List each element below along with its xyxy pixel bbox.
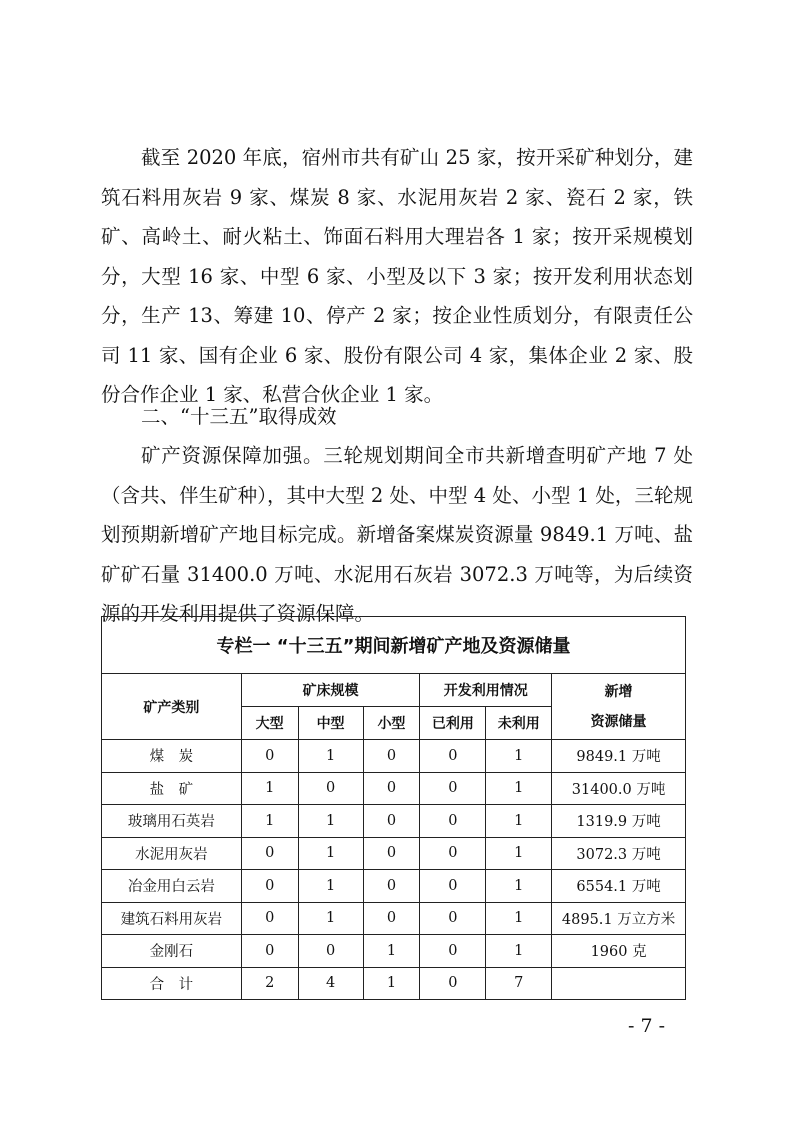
paragraph-text: 矿产资源保障加强。三轮规划期间全市共新增查明矿产地 7 处（含共、伴生矿种），其中大型 2 处、中型 4 处、小型 1 处，三轮规划预期新增矿产地目标完成。新增备案煤炭资源量 9849.1 万吨、盐矿矿石量 31400.0 万吨、水泥用石灰岩 3072.3 万吨等，为后续资源的开发利用提供了资源保障。 [101,444,693,625]
table-row [102,870,686,903]
cell-category: 冶金用白云岩 [102,870,242,903]
cell-medium: 1 [298,902,363,935]
cell-small: 0 [363,902,420,935]
cell-unused: 1 [486,902,552,935]
cell-used: 0 [420,870,486,903]
cell-large: 0 [241,740,298,773]
header-medium: 中型 [298,707,363,740]
cell-category: 金刚石 [102,935,242,968]
cell-used: 0 [420,837,486,870]
cell-category: 水泥用灰岩 [102,837,242,870]
cell-medium: 1 [298,740,363,773]
cell-small: 1 [363,967,420,1000]
table-row [102,772,686,805]
table-body [102,740,686,1000]
cell-unused: 1 [486,837,552,870]
cell-reserve: 1960 克 [552,935,686,968]
cell-medium: 0 [298,935,363,968]
header-category: 矿产类别 [102,674,242,740]
cell-used: 0 [420,902,486,935]
cell-unused: 1 [486,772,552,805]
cell-reserve: 1319.9 万吨 [552,805,686,838]
cell-medium: 1 [298,870,363,903]
cell-used: 0 [420,805,486,838]
header-unused: 未利用 [486,707,552,740]
cell-used: 0 [420,740,486,773]
table-title: 专栏一 “十三五”期间新增矿产地及资源储量 [102,617,686,674]
cell-large: 1 [241,805,298,838]
cell-reserve: 9849.1 万吨 [552,740,686,773]
paragraph-text: 截至 2020 年底，宿州市共有矿山 25 家，按开采矿种划分，建筑石料用灰岩 9 家、煤炭 8 家、水泥用灰岩 2 家、瓷石 2 家，铁矿、高岭土、耐火粘土、饰面石料用大理岩各 1 家；按开采规模划分，大型 16 家、中型 6 家、小型及以下 3 家；按开发利用状态划分，生产 13、筹建 10、停产 2 家；按企业性质划分，有限责任公司 11 家、国有企业 6 家、股份有限公司 4 家，集体企业 2 家、股份合作企业 1 家、私营合伙企业 1 家。 [101,146,693,406]
cell-large: 0 [241,870,298,903]
paragraph-mine-summary [101,138,693,415]
cell-small: 0 [363,870,420,903]
header-small: 小型 [363,707,420,740]
cell-large: 0 [241,902,298,935]
header-usage: 开发利用情况 [420,674,552,707]
cell-unused: 1 [486,740,552,773]
cell-medium: 0 [298,772,363,805]
table-row [102,967,686,1000]
cell-used: 0 [420,967,486,1000]
cell-category: 合 计 [102,967,242,1000]
table-row [102,935,686,968]
cell-unused: 7 [486,967,552,1000]
cell-reserve: 6554.1 万吨 [552,870,686,903]
header-reserve-line1: 新增 [604,683,633,700]
cell-medium: 4 [298,967,363,1000]
page-number: - 7 - [628,1015,666,1037]
paragraph-resource-security [101,436,693,634]
table-row [102,740,686,773]
cell-medium: 1 [298,837,363,870]
header-reserve [552,674,686,740]
cell-reserve: 3072.3 万吨 [552,837,686,870]
cell-small: 0 [363,837,420,870]
cell-category: 盐 矿 [102,772,242,805]
cell-small: 0 [363,805,420,838]
resource-table [101,616,686,1000]
cell-large: 0 [241,837,298,870]
table-row [102,837,686,870]
cell-unused: 1 [486,870,552,903]
cell-large: 1 [241,772,298,805]
cell-category: 建筑石料用灰岩 [102,902,242,935]
table-row [102,805,686,838]
cell-category: 玻璃用石英岩 [102,805,242,838]
cell-used: 0 [420,935,486,968]
cell-small: 1 [363,935,420,968]
cell-reserve: 31400.0 万吨 [552,772,686,805]
header-scale: 矿床规模 [241,674,420,707]
cell-medium: 1 [298,805,363,838]
header-reserve-line2: 资源储量 [590,713,647,730]
cell-large: 0 [241,935,298,968]
cell-large: 2 [241,967,298,1000]
cell-unused: 1 [486,805,552,838]
cell-reserve: 4895.1 万立方米 [552,902,686,935]
cell-unused: 1 [486,935,552,968]
table-row [102,902,686,935]
cell-reserve [552,967,686,1000]
cell-small: 0 [363,740,420,773]
header-large: 大型 [241,707,298,740]
cell-used: 0 [420,772,486,805]
header-used: 已利用 [420,707,486,740]
cell-small: 0 [363,772,420,805]
cell-category: 煤 炭 [102,740,242,773]
section-heading: 二、“十三五”取得成效 [141,405,337,428]
